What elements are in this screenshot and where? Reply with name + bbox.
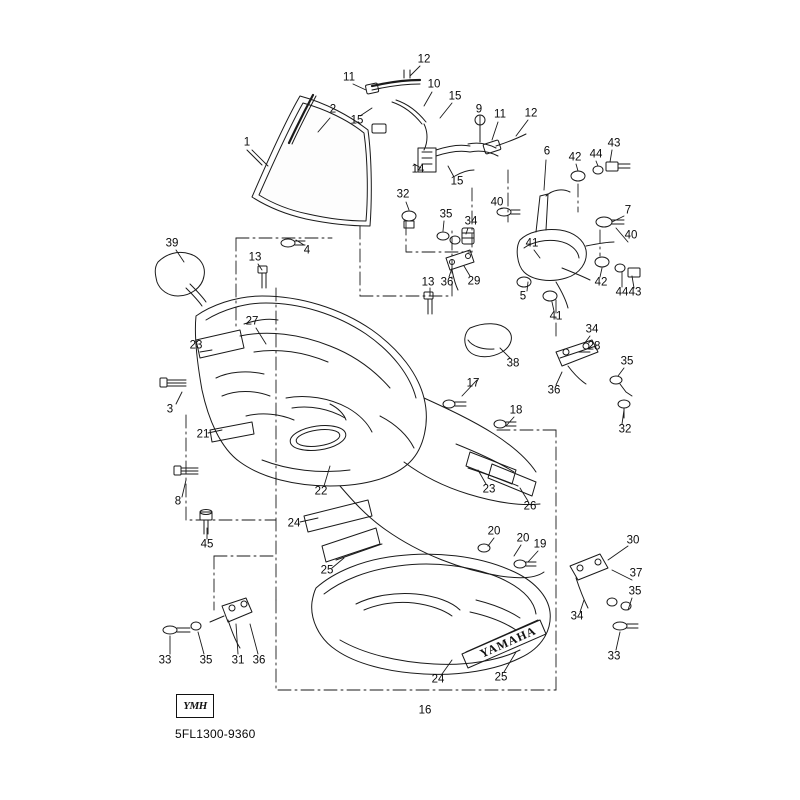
callout-number: 42: [594, 276, 608, 289]
callout-number: 42: [568, 151, 582, 164]
callout-number: 2: [329, 103, 337, 116]
callout-number: 23: [189, 339, 203, 352]
callout-number: 32: [618, 423, 632, 436]
callout-number: 36: [252, 654, 266, 667]
brand-logo-box: [176, 694, 214, 718]
callout-number: 29: [467, 275, 481, 288]
callout-number: 17: [466, 377, 480, 390]
callout-number: 8: [174, 495, 182, 508]
callout-number: 31: [231, 654, 245, 667]
callout-number: 40: [624, 229, 638, 242]
callout-number: 36: [547, 384, 561, 397]
callout-number: 13: [248, 251, 262, 264]
diagram-part-number: 5FL1300-9360: [175, 727, 256, 741]
callout-number: 39: [165, 237, 179, 250]
callout-number: 13: [421, 276, 435, 289]
callout-number: 11: [343, 71, 355, 84]
callout-number: 43: [628, 286, 642, 299]
callout-number: 9: [475, 103, 483, 116]
callout-number: 12: [417, 53, 431, 66]
callout-number: 3: [166, 403, 174, 416]
callout-number: 34: [570, 610, 584, 623]
callout-number: 27: [245, 315, 259, 328]
callout-number: 33: [607, 650, 621, 663]
brand-logo-text: YMH: [183, 700, 207, 712]
callout-number: 14: [411, 163, 425, 176]
callout-number: 34: [585, 323, 599, 336]
callout-number: 22: [314, 485, 328, 498]
callout-number: 24: [287, 517, 301, 530]
callout-number: 37: [629, 567, 643, 580]
yamaha-emblem-text: YAMAHA: [477, 622, 539, 661]
callout-number: 5: [519, 290, 527, 303]
callout-number: 44: [615, 286, 629, 299]
callout-number: 16: [418, 704, 432, 717]
callout-number: 10: [427, 78, 441, 91]
callout-number: 20: [516, 532, 530, 545]
callout-number: 35: [199, 654, 213, 667]
callout-number: 23: [482, 483, 496, 496]
callout-number: 21: [196, 428, 210, 441]
callout-number: 33: [158, 654, 172, 667]
callout-number: 24: [431, 673, 445, 686]
callout-number: 44: [589, 148, 603, 161]
callout-number: 35: [439, 208, 453, 221]
callout-number: 35: [620, 355, 634, 368]
callout-number: 43: [607, 137, 621, 150]
callout-number: 35: [628, 585, 642, 598]
callout-number: 25: [494, 671, 508, 684]
callout-number: 15: [450, 175, 464, 188]
callout-number: 4: [303, 244, 311, 257]
callout-number: 38: [506, 357, 520, 370]
callout-number: 18: [509, 404, 523, 417]
callout-number: 7: [624, 204, 632, 217]
callout-number: 32: [396, 188, 410, 201]
callout-number: 30: [626, 534, 640, 547]
callout-number: 41: [525, 237, 539, 250]
callout-number: 41: [549, 310, 563, 323]
callout-number: 45: [200, 538, 214, 551]
callout-number: 12: [524, 107, 538, 120]
callout-number: 20: [487, 525, 501, 538]
callout-number: 11: [494, 108, 506, 121]
callout-number: 40: [490, 196, 504, 209]
callout-number: 34: [464, 215, 478, 228]
callout-number: 19: [533, 538, 547, 551]
callout-number: 36: [440, 276, 454, 289]
callout-number: 15: [448, 90, 462, 103]
callout-number: 25: [320, 564, 334, 577]
callout-number: 1: [243, 136, 251, 149]
callout-number: 6: [543, 145, 551, 158]
callout-number: 26: [523, 500, 537, 513]
callout-number: 28: [587, 340, 601, 353]
callout-number: 15: [350, 114, 364, 127]
